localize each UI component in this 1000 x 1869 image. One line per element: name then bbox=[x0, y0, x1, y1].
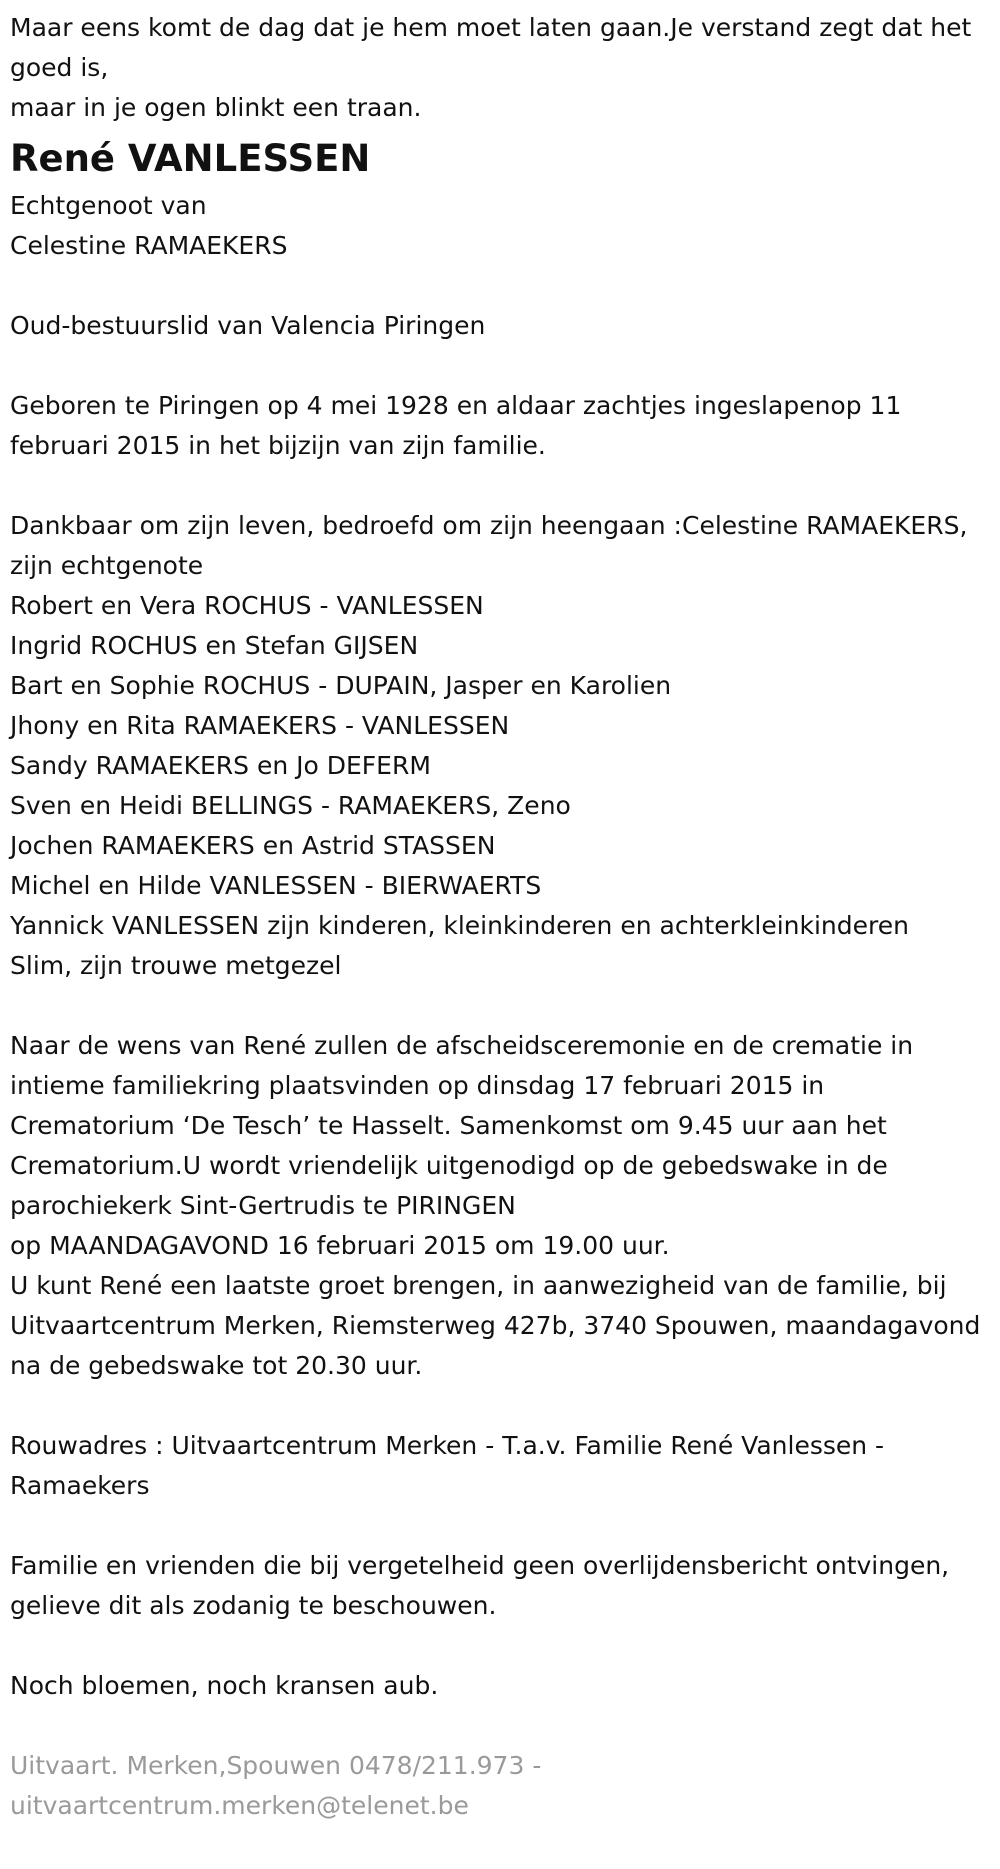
birth-death-text: Geboren te Piringen op 4 mei 1928 en aldaar zachtjes ingeslapenop 11 februari 2015 in het bijzijn van zijn familie. bbox=[10, 391, 902, 460]
family-member: Bart en Sophie ROCHUS - DUPAIN, Jasper en Karolien bbox=[10, 671, 672, 700]
family-member: Robert en Vera ROCHUS - VANLESSEN bbox=[10, 591, 484, 620]
family-member: Michel en Hilde VANLESSEN - BIERWAERTS bbox=[10, 871, 542, 900]
spacer bbox=[10, 346, 990, 386]
spacer bbox=[10, 1626, 990, 1666]
family-member: Jhony en Rita RAMAEKERS - VANLESSEN bbox=[10, 711, 510, 740]
spouse-label: Echtgenoot van bbox=[10, 191, 207, 220]
ceremony-text: Naar de wens van René zullen de afscheidsceremonie en de crematie in intieme familiekring plaatsvinden op dinsdag 17 februari 2015 in Crematorium ‘De Tesch’ te Hasselt. Samenkomst om 9.45 uur aan het Crematorium.U wordt vriendelijk uitgenodigd op de gebedswake in de parochiekerk Sint-Gertrudis te PIRINGEN bbox=[10, 1031, 914, 1220]
funeral-home-contact: Uitvaart. Merken,Spouwen 0478/211.973 - uitvaartcentrum.merken@telenet.be bbox=[10, 1751, 542, 1820]
wake-date-text: op MAANDAGAVOND 16 februari 2015 om 19.00 uur. bbox=[10, 1231, 670, 1260]
spacer bbox=[10, 1506, 990, 1546]
intro-line-1: Maar eens komt de dag dat je hem moet laten gaan.Je verstand zegt dat het goed is, bbox=[10, 13, 972, 82]
family-member: Jochen RAMAEKERS en Astrid STASSEN bbox=[10, 831, 496, 860]
role-text: Oud-bestuurslid van Valencia Piringen bbox=[10, 311, 486, 340]
family-intro: Dankbaar om zijn leven, bedroefd om zijn heengaan :Celestine RAMAEKERS, zijn echtgenote bbox=[10, 511, 968, 580]
family-member: Sven en Heidi BELLINGS - RAMAEKERS, Zeno bbox=[10, 791, 571, 820]
flowers-text: Noch bloemen, noch kransen aub. bbox=[10, 1671, 439, 1700]
viewing-text: U kunt René een laatste groet brengen, in aanwezigheid van de familie, bij Uitvaartcentrum Merken, Riemsterweg 427b, 3740 Spouwen, maandagavond na de gebedswake tot 20.30 uur. bbox=[10, 1271, 981, 1380]
family-member: Ingrid ROCHUS en Stefan GIJSEN bbox=[10, 631, 419, 660]
mourning-address: Rouwadres : Uitvaartcentrum Merken - T.a.v. Familie René Vanlessen - Ramaekers bbox=[10, 1431, 885, 1500]
spacer bbox=[10, 466, 990, 506]
spacer bbox=[10, 1706, 990, 1746]
spacer bbox=[10, 1386, 990, 1426]
notice-text: Familie en vrienden die bij vergetelheid geen overlijdensbericht ontvingen, gelieve dit als zodanig te beschouwen. bbox=[10, 1551, 950, 1620]
spacer bbox=[10, 266, 990, 306]
deceased-name: René VANLESSEN bbox=[10, 137, 371, 180]
family-member: Slim, zijn trouwe metgezel bbox=[10, 951, 342, 980]
intro-line-2: maar in je ogen blinkt een traan. bbox=[10, 93, 422, 122]
family-member: Yannick VANLESSEN zijn kinderen, kleinkinderen en achterkleinkinderen bbox=[10, 911, 909, 940]
family-member: Sandy RAMAEKERS en Jo DEFERM bbox=[10, 751, 431, 780]
spouse-name: Celestine RAMAEKERS bbox=[10, 231, 288, 260]
spacer bbox=[10, 986, 990, 1026]
